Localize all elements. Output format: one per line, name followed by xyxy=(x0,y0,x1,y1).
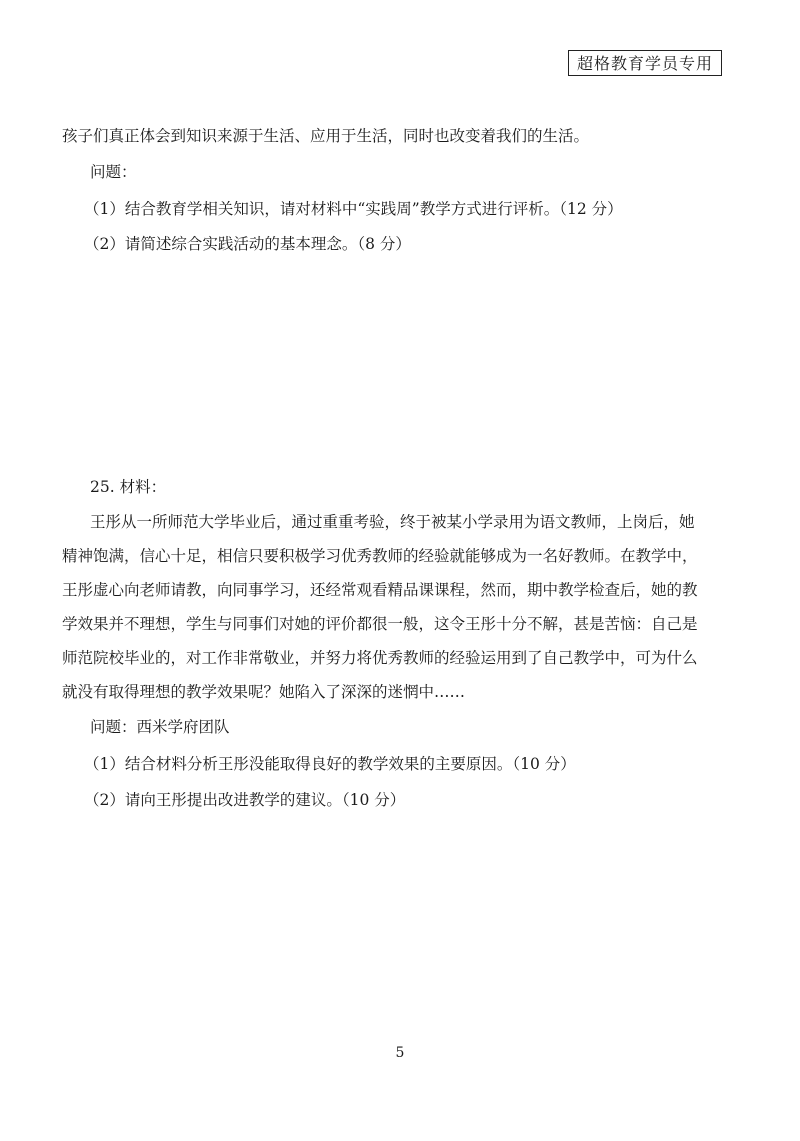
q25-material-line: 就没有取得理想的教学效果呢？她陷入了深深的迷惘中…… xyxy=(62,683,466,701)
header-stamp: 超格教育学员专用 xyxy=(568,50,722,76)
q24-material-end: 孩子们真正体会到知识来源于生活、应用于生活，同时也改变着我们的生活。 xyxy=(62,127,590,145)
q25-questions-label: 问题：西米学府团队 xyxy=(90,718,230,736)
q25-question-1: （1）结合材料分析王彤没能取得良好的教学效果的主要原因。（10 分） xyxy=(84,755,576,773)
q24-questions-label: 问题： xyxy=(90,163,137,181)
q25-heading: 25. 材料： xyxy=(90,478,167,496)
q25-material-line: 学效果并不理想，学生与同事们对她的评价都很一般，这令王彤十分不解，甚是苦恼：自己是 xyxy=(62,615,698,633)
q24-question-2: （2）请简述综合实践活动的基本理念。（8 分） xyxy=(84,235,411,253)
page-number: 5 xyxy=(395,1045,405,1061)
q25-material-line: 王彤从一所师范大学毕业后，通过重重考验，终于被某小学录用为语文教师，上岗后，她 xyxy=(90,513,695,531)
q25-material-line: 王彤虚心向老师请教，向同事学习，还经常观看精品课课程，然而，期中教学检查后，她的教 xyxy=(62,581,698,599)
q24-question-1: （1）结合教育学相关知识，请对材料中“实践周”教学方式进行评析。（12 分） xyxy=(84,200,623,218)
q25-question-2: （2）请向王彤提出改进教学的建议。（10 分） xyxy=(84,791,406,809)
q25-material-line: 师范院校毕业的，对工作非常敬业，并努力将优秀教师的经验运用到了自己教学中，可为什么 xyxy=(62,649,698,667)
q25-material-line: 精神饱满，信心十足，相信只要积极学习优秀教师的经验就能够成为一名好教师。在教学中， xyxy=(62,547,698,565)
